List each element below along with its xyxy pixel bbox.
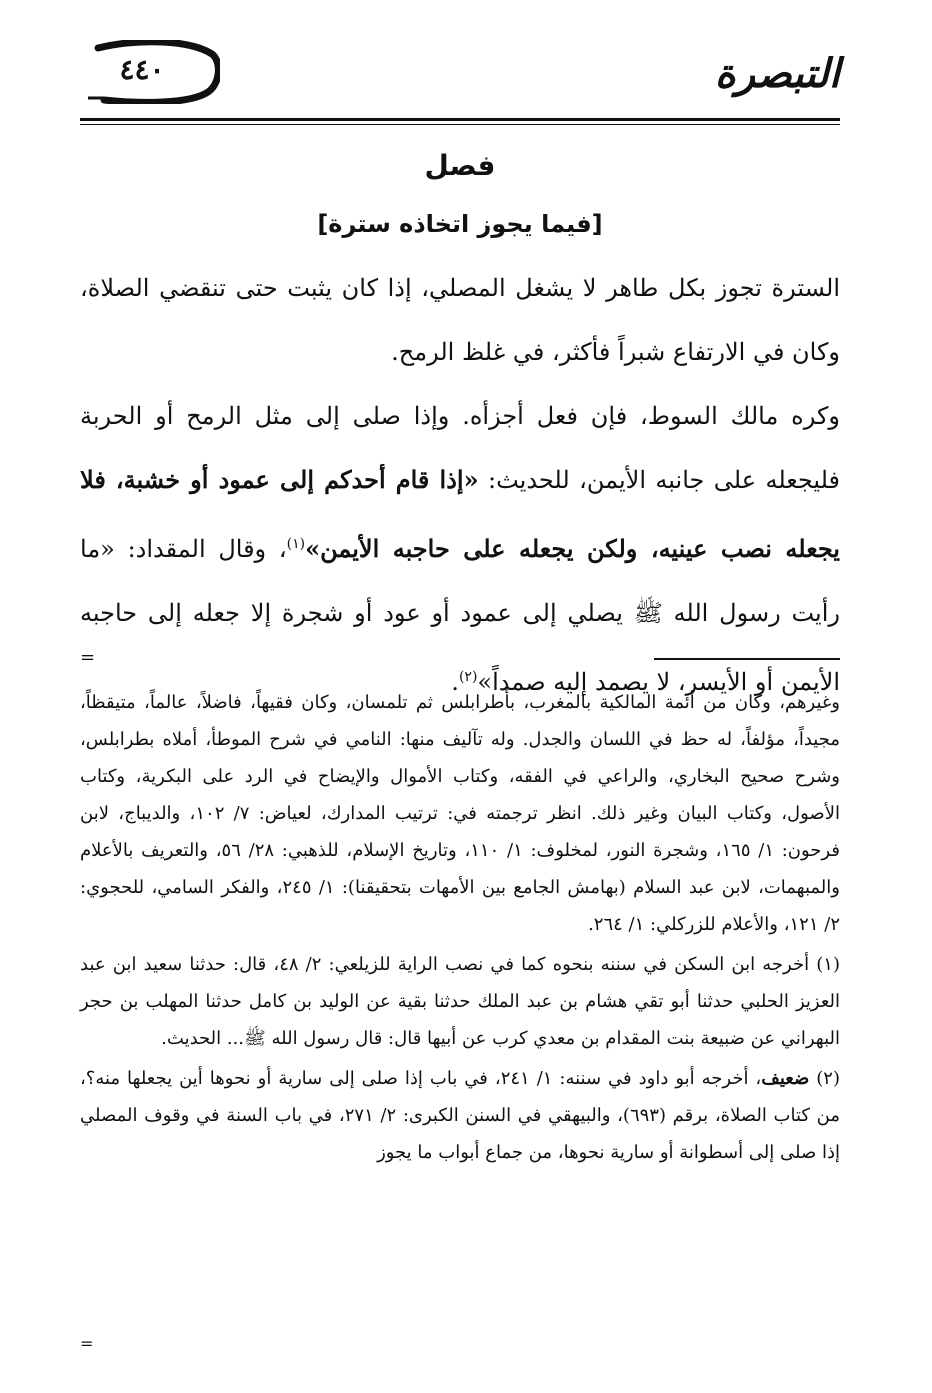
main-text <box>80 142 840 714</box>
footnote-2-grade: ضعيف <box>761 1068 810 1089</box>
footnote-2-number: (٢) <box>816 1068 840 1089</box>
footnote-1 <box>80 946 840 1057</box>
footnotes <box>80 684 840 1171</box>
hadith-quote-2: «ما رأيت رسول الله ﷺ يصلي إلى عمود أو عود أو شجرة إلا جعله إلى حاجبه الأيمن أو الأيسر، لا يصمد إليه صمداً» <box>80 535 840 696</box>
footnote-carryover: وغيرهم، وكان من أئمة المالكية بالمغرب، بأطرابلس ثم تلمسان، وكان فقيهاً، فاضلاً، عالماً، متيقظاً، مجيداً، مؤلفاً، له حظ في اللسان والجدل. وله تآليف منها: النامي في شرح الموطأ، أملاه بطرابلس، وشرح صحيح البخاري، والراعي في الفقه، وكتاب الأموال والإيضاح في الرد على البكرية، وكتاب الأصول، وكتاب البيان وغير ذلك. انظر ترجمته في: ترتيب المدارك، لعياض: ٧/ ١٠٢، والديباج، لابن فرحون: ١/ ١٦٥، وشجرة النور، لمخلوف: ١/ ١١٠، وتاريخ الإسلام، للذهبي: ٢٨/ ٥٦، والتعريف بالأعلام والمبهمات، لابن عبد السلام (بهامش الجامع بين الأمهات بتحقيقنا): ١/ ٢٤٥، والفكر السامي، للحجوي: ٢/ ١٢١، والأعلام للزركلي: ١/ ٢٦٤. <box>80 692 840 935</box>
footnote-2 <box>80 1060 840 1171</box>
footnote-ref-2: (٢) <box>458 669 478 685</box>
footnote-divider <box>80 647 840 668</box>
paragraph-2-lead: وكره مالك السوط، فإن فعل أجزأه. وإذا صلى إلى مثل الرمح أو الحربة فليجعله على جانبه الأيمن، للحديث: <box>80 402 841 494</box>
page-continuation-mark: = <box>80 1334 94 1353</box>
page-header <box>80 38 840 120</box>
footnote-rule <box>654 658 840 660</box>
footnote-2-text: ، أخرجه أبو داود في سننه: ١/ ٢٤١، في باب إذا صلى إلى سارية أو نحوها أين يجعلها منه؟، من كتاب الصلاة، برقم (٦٩٣)، والبيهقي في السنن الكبرى: ٢/ ٢٧١، في باب السنة في وقوف المصلي إذا صلى إلى أسطوانة أو سارية نحوها، من جماع أبواب ما يجوز <box>80 1068 840 1163</box>
book-title: التبصرة <box>714 50 840 97</box>
section-title: فصل <box>424 149 496 182</box>
paragraph-2-mid: ، وقال المقداد: <box>114 535 287 563</box>
page-number: ٤٤٠ <box>119 53 165 86</box>
footnote-ref-1: (١) <box>286 536 306 552</box>
paragraph-2-end: . <box>451 668 459 696</box>
header-rule-thin <box>80 124 840 125</box>
paragraph-1: السترة تجوز بكل طاهر لا يشغل المصلي، إذا كان يثبت حتى تنقضي الصلاة، وكان في الارتفاع شبراً فأكثر، في غلظ الرمح. <box>80 274 840 366</box>
continuation-mark: = <box>80 647 96 668</box>
header-rule <box>80 118 840 121</box>
footnote-1-number: (١) <box>816 954 840 975</box>
hadith-quote-1: «إذا قام أحدكم إلى عمود أو خشبة، فلا يجعله نصب عينيه، ولكن يجعله على حاجبه الأيمن» <box>80 465 840 563</box>
footnote-1-text: أخرجه ابن السكن في سننه بنحوه كما في نصب الراية للزيلعي: ٢/ ٤٨، قال: حدثنا سعيد ابن عبد العزيز الحلبي حدثنا أبو تقي هشام بن عبد الملك حدثنا بقية عن الوليد بن كامل حدثنا المهلب بن حجر البهراني عن ضبيعة بنت المقدام بن معدي كرب عن أبيها قال: قال رسول الله ﷺ... الحديث. <box>80 954 841 1049</box>
section-subtitle: [فيما يجوز اتخاذه سترة] <box>317 210 603 238</box>
